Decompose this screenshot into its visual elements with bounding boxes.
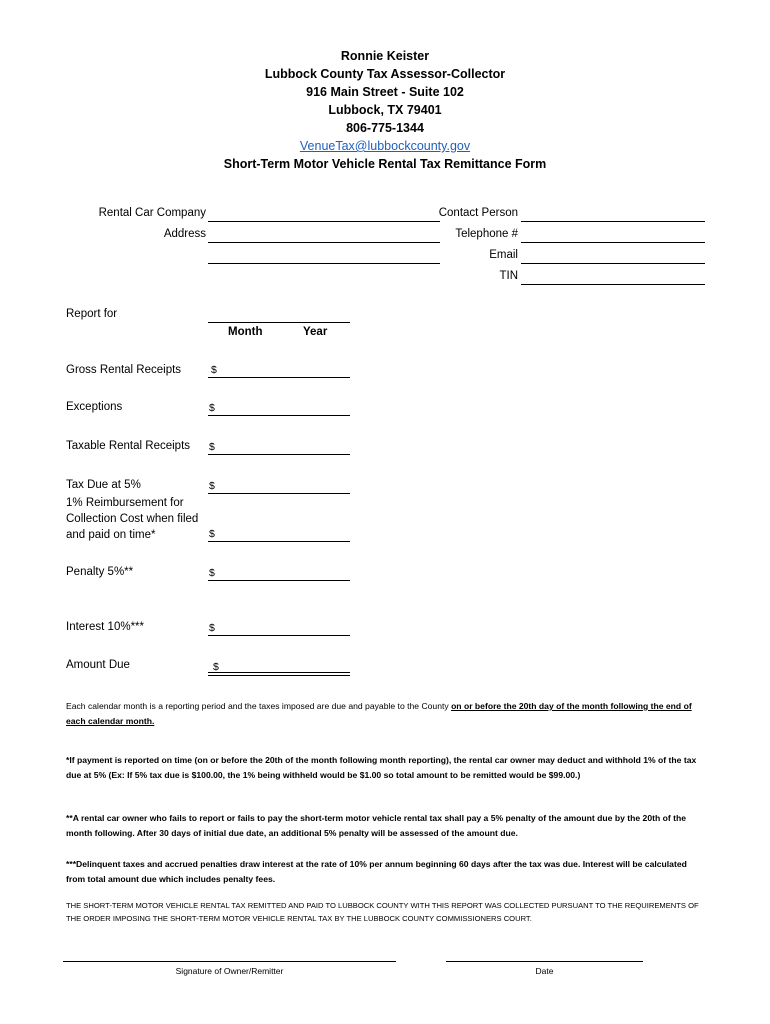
owner-signature-label: Signature of Owner/Remitter <box>175 966 284 976</box>
taxable-rental-receipts-field[interactable] <box>208 454 350 455</box>
exceptions-currency: $ <box>209 402 215 414</box>
reimbursement-note: *If payment is reported on time (on or before the 20th of the month following month reporting), the rental car owner may deduct and withhold 1% of the tax due at 5% (Ex: If 5% tax due is $100.00, the 1% being withheld would be $1.00 so total amount to be remitted would be $99.00.) <box>66 755 697 780</box>
interest-field[interactable] <box>208 635 350 636</box>
reporting-period-note <box>66 699 706 729</box>
form-title: Short-Term Motor Vehicle Rental Tax Remittance Form <box>223 157 547 171</box>
taxable-rental-receipts-currency: $ <box>209 441 215 453</box>
gross-rental-receipts-field[interactable] <box>208 377 350 378</box>
address-field-line1[interactable] <box>208 242 440 243</box>
rental-car-company-label: Rental Car Company <box>98 207 206 219</box>
reporting-period-text: Each calendar month is a reporting period and the taxes imposed are due and payable to the County <box>66 701 452 711</box>
reimbursement-label-line3: and paid on time* <box>66 529 156 541</box>
contact-person-label: Contact Person <box>438 207 518 219</box>
reimbursement-currency: $ <box>209 528 215 540</box>
taxable-rental-receipts-label: Taxable Rental Receipts <box>66 440 191 452</box>
contact-person-field[interactable] <box>521 221 705 222</box>
office-title: Lubbock County Tax Assessor-Collector <box>264 67 506 81</box>
amount-due-currency: $ <box>213 661 219 673</box>
amount-due-field[interactable] <box>208 672 350 673</box>
date-label: Date <box>535 966 554 976</box>
certification-statement: THE SHORT-TERM MOTOR VEHICLE RENTAL TAX REMITTED AND PAID TO LUBBOCK COUNTY WITH THIS REPORT WAS COLLECTED PURSUANT TO THE REQUIREMENTS OF THE ORDER IMPOSING THE SHORT-TERM MOTOR VEHICLE RENTAL TAX BY THE LUBBOCK COUNTY COMMISSIONERS COURT. <box>66 901 699 923</box>
office-email-link[interactable]: VenueTax@lubbockcounty.gov <box>299 139 471 153</box>
gross-rental-receipts-label: Gross Rental Receipts <box>66 364 182 376</box>
exceptions-label: Exceptions <box>66 401 123 413</box>
report-for-label: Report for <box>66 308 118 320</box>
penalty-label: Penalty 5%** <box>66 566 134 578</box>
telephone-field[interactable] <box>521 242 705 243</box>
amount-due-double-underline <box>208 675 350 676</box>
tax-due-label: Tax Due at 5% <box>66 479 141 491</box>
telephone-label: Telephone # <box>455 228 518 240</box>
interest-currency: $ <box>209 622 215 634</box>
office-street: 916 Main Street - Suite 102 <box>306 85 464 99</box>
email-field[interactable] <box>521 263 705 264</box>
owner-signature-field[interactable] <box>63 961 396 962</box>
date-field[interactable] <box>446 961 643 962</box>
reimbursement-label-line1: 1% Reimbursement for <box>66 497 184 509</box>
address-field-line2[interactable] <box>208 263 440 264</box>
penalty-field[interactable] <box>208 580 350 581</box>
reporting-period-deadline: on or before the 20th day of the month following the end of each calendar month. <box>66 701 692 726</box>
interest-note: ***Delinquent taxes and accrued penalties draw interest at the rate of 10% per annum beginning 60 days after the tax was due. Interest will be calculated from total amount due which includes penalty fees. <box>66 859 687 884</box>
exceptions-field[interactable] <box>208 415 350 416</box>
email-label: Email <box>489 249 518 261</box>
gross-rental-receipts-currency: $ <box>211 364 217 376</box>
amount-due-label: Amount Due <box>66 659 130 671</box>
tin-label: TIN <box>499 270 518 282</box>
reimbursement-field[interactable] <box>208 541 350 542</box>
tax-due-currency: $ <box>209 480 215 492</box>
penalty-note: **A rental car owner who fails to report or fails to pay the short-term motor vehicle rental tax shall pay a 5% penalty of the amount due by the 20th of the month following. After 30 days of initial due date, an additional 5% penalty will be assessed of the amount due. <box>66 813 686 838</box>
interest-label: Interest 10%*** <box>66 621 144 633</box>
month-label: Month <box>228 326 263 338</box>
reimbursement-label-line2: Collection Cost when filed <box>66 513 199 525</box>
collector-name: Ronnie Keister <box>340 49 430 63</box>
office-city: Lubbock, TX 79401 <box>328 103 442 117</box>
penalty-currency: $ <box>209 567 215 579</box>
office-header <box>0 47 770 173</box>
address-label: Address <box>163 228 206 240</box>
reimbursement-label <box>66 495 198 543</box>
report-period-field[interactable] <box>208 322 350 323</box>
year-label: Year <box>303 326 328 338</box>
tax-due-field[interactable] <box>208 493 350 494</box>
office-phone: 806-775-1344 <box>346 121 424 135</box>
tin-field[interactable] <box>521 284 705 285</box>
rental-car-company-field[interactable] <box>208 221 440 222</box>
